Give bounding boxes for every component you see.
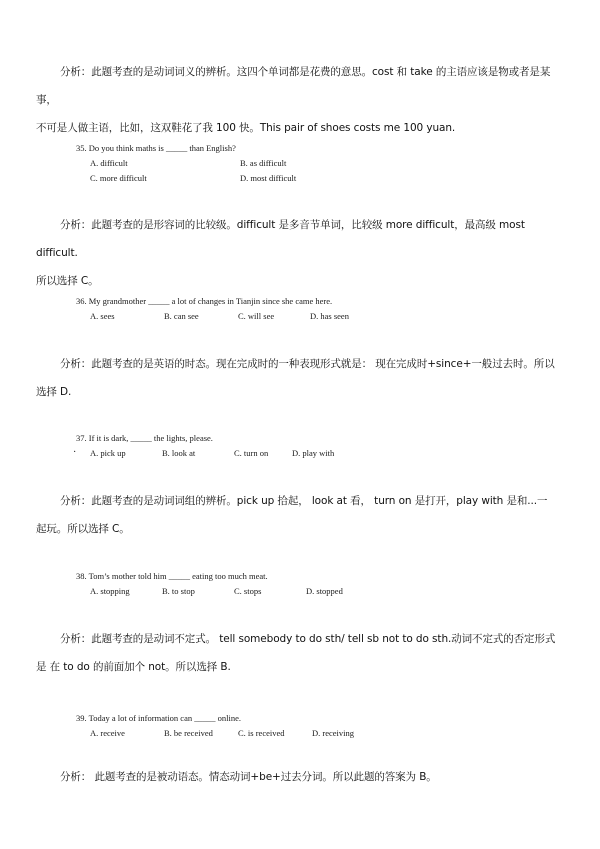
question-38	[76, 569, 343, 599]
question-number: 39.	[76, 713, 87, 723]
question-text: If it is dark, _____ the lights, please.	[88, 433, 213, 443]
question-stem	[76, 294, 332, 309]
question-options-row-2	[76, 171, 297, 186]
option-a: A. pick up	[90, 448, 126, 458]
analysis-line: 起玩。所以选择 C。	[36, 523, 130, 535]
question-text: Do you think maths is _____ than English?	[88, 143, 236, 153]
analysis-line: 不可是人做主语，比如，这双鞋花了我 100 快。This pair of shoes costs me 100 yuan.	[36, 122, 456, 134]
question-number: 37.	[76, 433, 87, 443]
question-36	[76, 294, 349, 324]
option-b: B. be received	[164, 728, 213, 738]
analysis-paragraph-34	[36, 58, 568, 142]
option-b: B. to stop	[162, 586, 195, 596]
question-stem	[76, 569, 268, 584]
question-text: My grandmother _____ a lot of changes in Tianjin since she came here.	[88, 296, 333, 306]
question-stem	[76, 711, 241, 726]
analysis-line: 分析：此题考查的是动词不定式。 tell somebody to do sth/ tell sb not to do sth.动词不定式的否定形式	[60, 633, 556, 645]
analysis-line: 分析：此题考查的是动词词组的辨析。pick up 拾起， look at 看， turn on 是打开，play with 是和...一	[60, 495, 548, 507]
option-b: B. can see	[164, 311, 199, 321]
question-35	[76, 141, 297, 186]
question-options-row	[76, 726, 355, 741]
analysis-line: 分析： 此题考查的是被动语态。情态动词+be+过去分词。所以此题的答案为 B。	[60, 771, 437, 783]
question-options-row	[73, 446, 335, 461]
option-d: D. receiving	[312, 728, 355, 738]
question-stem	[76, 141, 236, 156]
analysis-paragraph-39	[36, 763, 568, 791]
question-number: 35.	[76, 143, 87, 153]
analysis-paragraph-37	[36, 487, 568, 543]
question-text: Tom’s mother told him _____ eating too much meat.	[88, 571, 268, 581]
question-options-row	[76, 309, 349, 324]
option-c: C. stops	[234, 586, 262, 596]
bullet-dot-icon: ·	[73, 447, 77, 458]
option-d: D. most difficult	[240, 173, 297, 183]
option-b: B. as difficult	[240, 158, 287, 168]
option-c: C. will see	[238, 311, 275, 321]
analysis-line: 是 在 to do 的前面加个 not。所以选择 B.	[36, 661, 231, 673]
question-number: 38.	[76, 571, 87, 581]
analysis-line: 所以选择 C。	[36, 275, 99, 287]
option-a: A. receive	[90, 728, 125, 738]
analysis-paragraph-35	[36, 211, 568, 295]
option-a: A. sees	[90, 311, 115, 321]
question-number: 36.	[76, 296, 87, 306]
option-c: C. more difficult	[90, 173, 147, 183]
option-d: D. stopped	[306, 586, 343, 596]
option-c: C. is received	[238, 728, 285, 738]
analysis-line: 分析：此题考查的是英语的时态。现在完成时的一种表现形式就是： 现在完成时+since+一般过去时。所以	[60, 358, 555, 370]
option-b: B. look at	[162, 448, 196, 458]
analysis-line: 分析：此题考查的是动词词义的辨析。这四个单词都是花费的意思。cost 和 take 的主语应该是物或者是某事，	[36, 66, 551, 106]
option-c: C. turn on	[234, 448, 269, 458]
analysis-line: 分析：此题考查的是形容词的比较级。difficult 是多音节单词，比较级 more difficult，最高级 most difficult.	[36, 219, 525, 259]
question-options-row	[76, 584, 343, 599]
question-options-row-1	[76, 156, 287, 171]
analysis-line: 选择 D.	[36, 386, 72, 398]
question-text: Today a lot of information can _____ online.	[88, 713, 241, 723]
analysis-paragraph-38	[36, 625, 568, 681]
analysis-paragraph-36	[36, 350, 568, 406]
question-37	[73, 431, 335, 461]
question-stem	[76, 431, 213, 446]
option-d: D. has seen	[310, 311, 349, 321]
option-a: A. difficult	[90, 158, 128, 168]
question-39	[76, 711, 355, 741]
option-a: A. stopping	[90, 586, 130, 596]
option-d: D. play with	[292, 448, 335, 458]
